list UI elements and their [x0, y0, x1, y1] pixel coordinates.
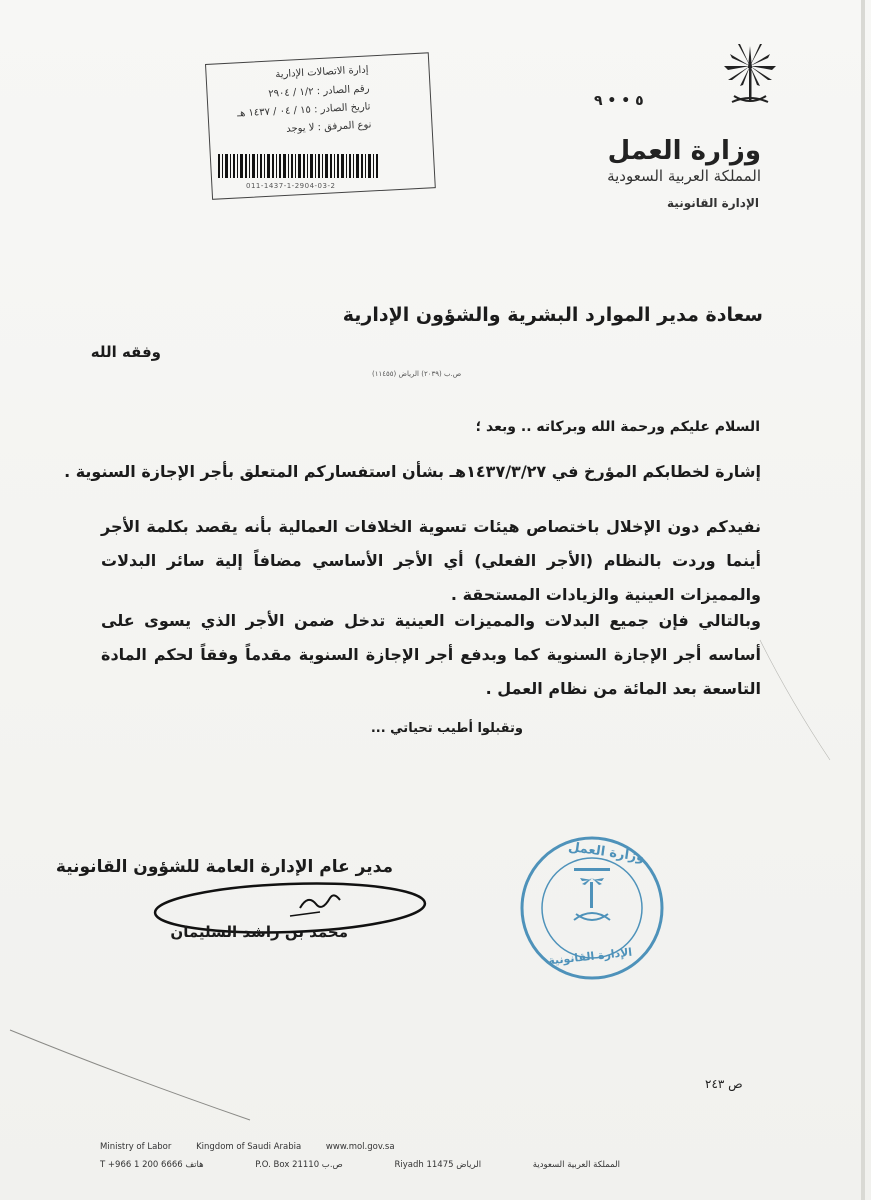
footer-website: www.mol.gov.sa	[325, 1142, 395, 1152]
signatory-title: مدير عام الإدارة العامة للشؤون القانونية	[55, 857, 393, 877]
stamp-attachment: نوع المرفق : لا يوجد	[285, 119, 372, 135]
blessing: وفقه الله	[90, 343, 161, 361]
paragraph-3: وبالتالي فإن جميع البدلات والمميزات العينية تدخل ضمن الأجر الذي يسوى على أساسه أجر الإجازة السنوية كما وبدفع أجر الإجازة السنوية مقدماً وفقاً لحكم المادة التاسعة بعد المائة من نظام العمل .	[101, 611, 761, 698]
paragraph-1: إشارة لخطابكم المؤرخ في ١٤٣٧/٣/٢٧هـ بشأن استفساركم المتعلق بأجر الإجازة السنوية .	[64, 462, 761, 481]
footer-riyadh: الرياض 11475 Riyadh	[394, 1160, 482, 1170]
footer-phone: هاتف 6666 200 1 966+ T	[100, 1160, 204, 1170]
paragraph-2: نفيدكم دون الإخلال باختصاص هيئات تسوية الخلافات العمالية بأنه يقصد بكلمة الأجر أينما وردت بالنظام (الأجر الفعلي) أي الأجر الأساسي مضافاً إلية سائر البدلات والمميزات العينية والزيادات المستحقة .	[101, 517, 761, 604]
reference-mark: ٥ • • ٩	[594, 93, 644, 109]
small-reference: ص.ب (٢٠٣٩) الرياض (١١٤٥٥)	[372, 370, 462, 378]
footer-kingdom: Kingdom of Saudi Arabia	[196, 1142, 302, 1152]
footer-arabic	[100, 1160, 620, 1170]
seal-text-top: وزارة العمل	[567, 839, 646, 866]
addressee: سعادة مدير الموارد البشرية والشؤون الإدارية	[342, 304, 763, 326]
barcode-icon	[218, 154, 380, 178]
signatory-name: محمد بن راشد السليمان	[170, 923, 348, 941]
department-name: الإدارة القانونية	[667, 196, 759, 210]
stamp-office: إدارة الاتصالات الإدارية	[275, 64, 369, 81]
footer-pobox: ص.ب 21110 P.O. Box	[255, 1160, 343, 1170]
ministry-title: وزارة العمل	[607, 136, 761, 166]
stamp-issue-number: رقم الصادر : ١/٢ / ٢٩٠٤	[268, 83, 370, 100]
footer-english	[100, 1142, 417, 1152]
barcode-number: 011-1437-1-2904-03-2	[246, 182, 336, 190]
ministry-palm-logo-icon	[722, 40, 778, 110]
footer-ministry: Ministry of Labor	[100, 1142, 172, 1152]
stamp-issue-date: تاريخ الصادر : ١٥ / ٠٤ / ١٤٣٧ هـ	[236, 101, 371, 120]
footer-kingdom-ar: المملكة العربية السعودية	[532, 1160, 620, 1170]
seal-text-bottom: الإدارة القانونية	[547, 945, 633, 968]
kingdom-name: المملكة العربية السعودية	[607, 167, 761, 185]
page-number: ص ٢٤٣	[705, 1077, 743, 1091]
paper-edge	[861, 0, 865, 1200]
closing-line: وتقبلوا أطيب تحياتي ...	[370, 721, 523, 736]
greeting: السلام عليكم ورحمة الله وبركاته .. وبعد ؛	[475, 419, 760, 435]
